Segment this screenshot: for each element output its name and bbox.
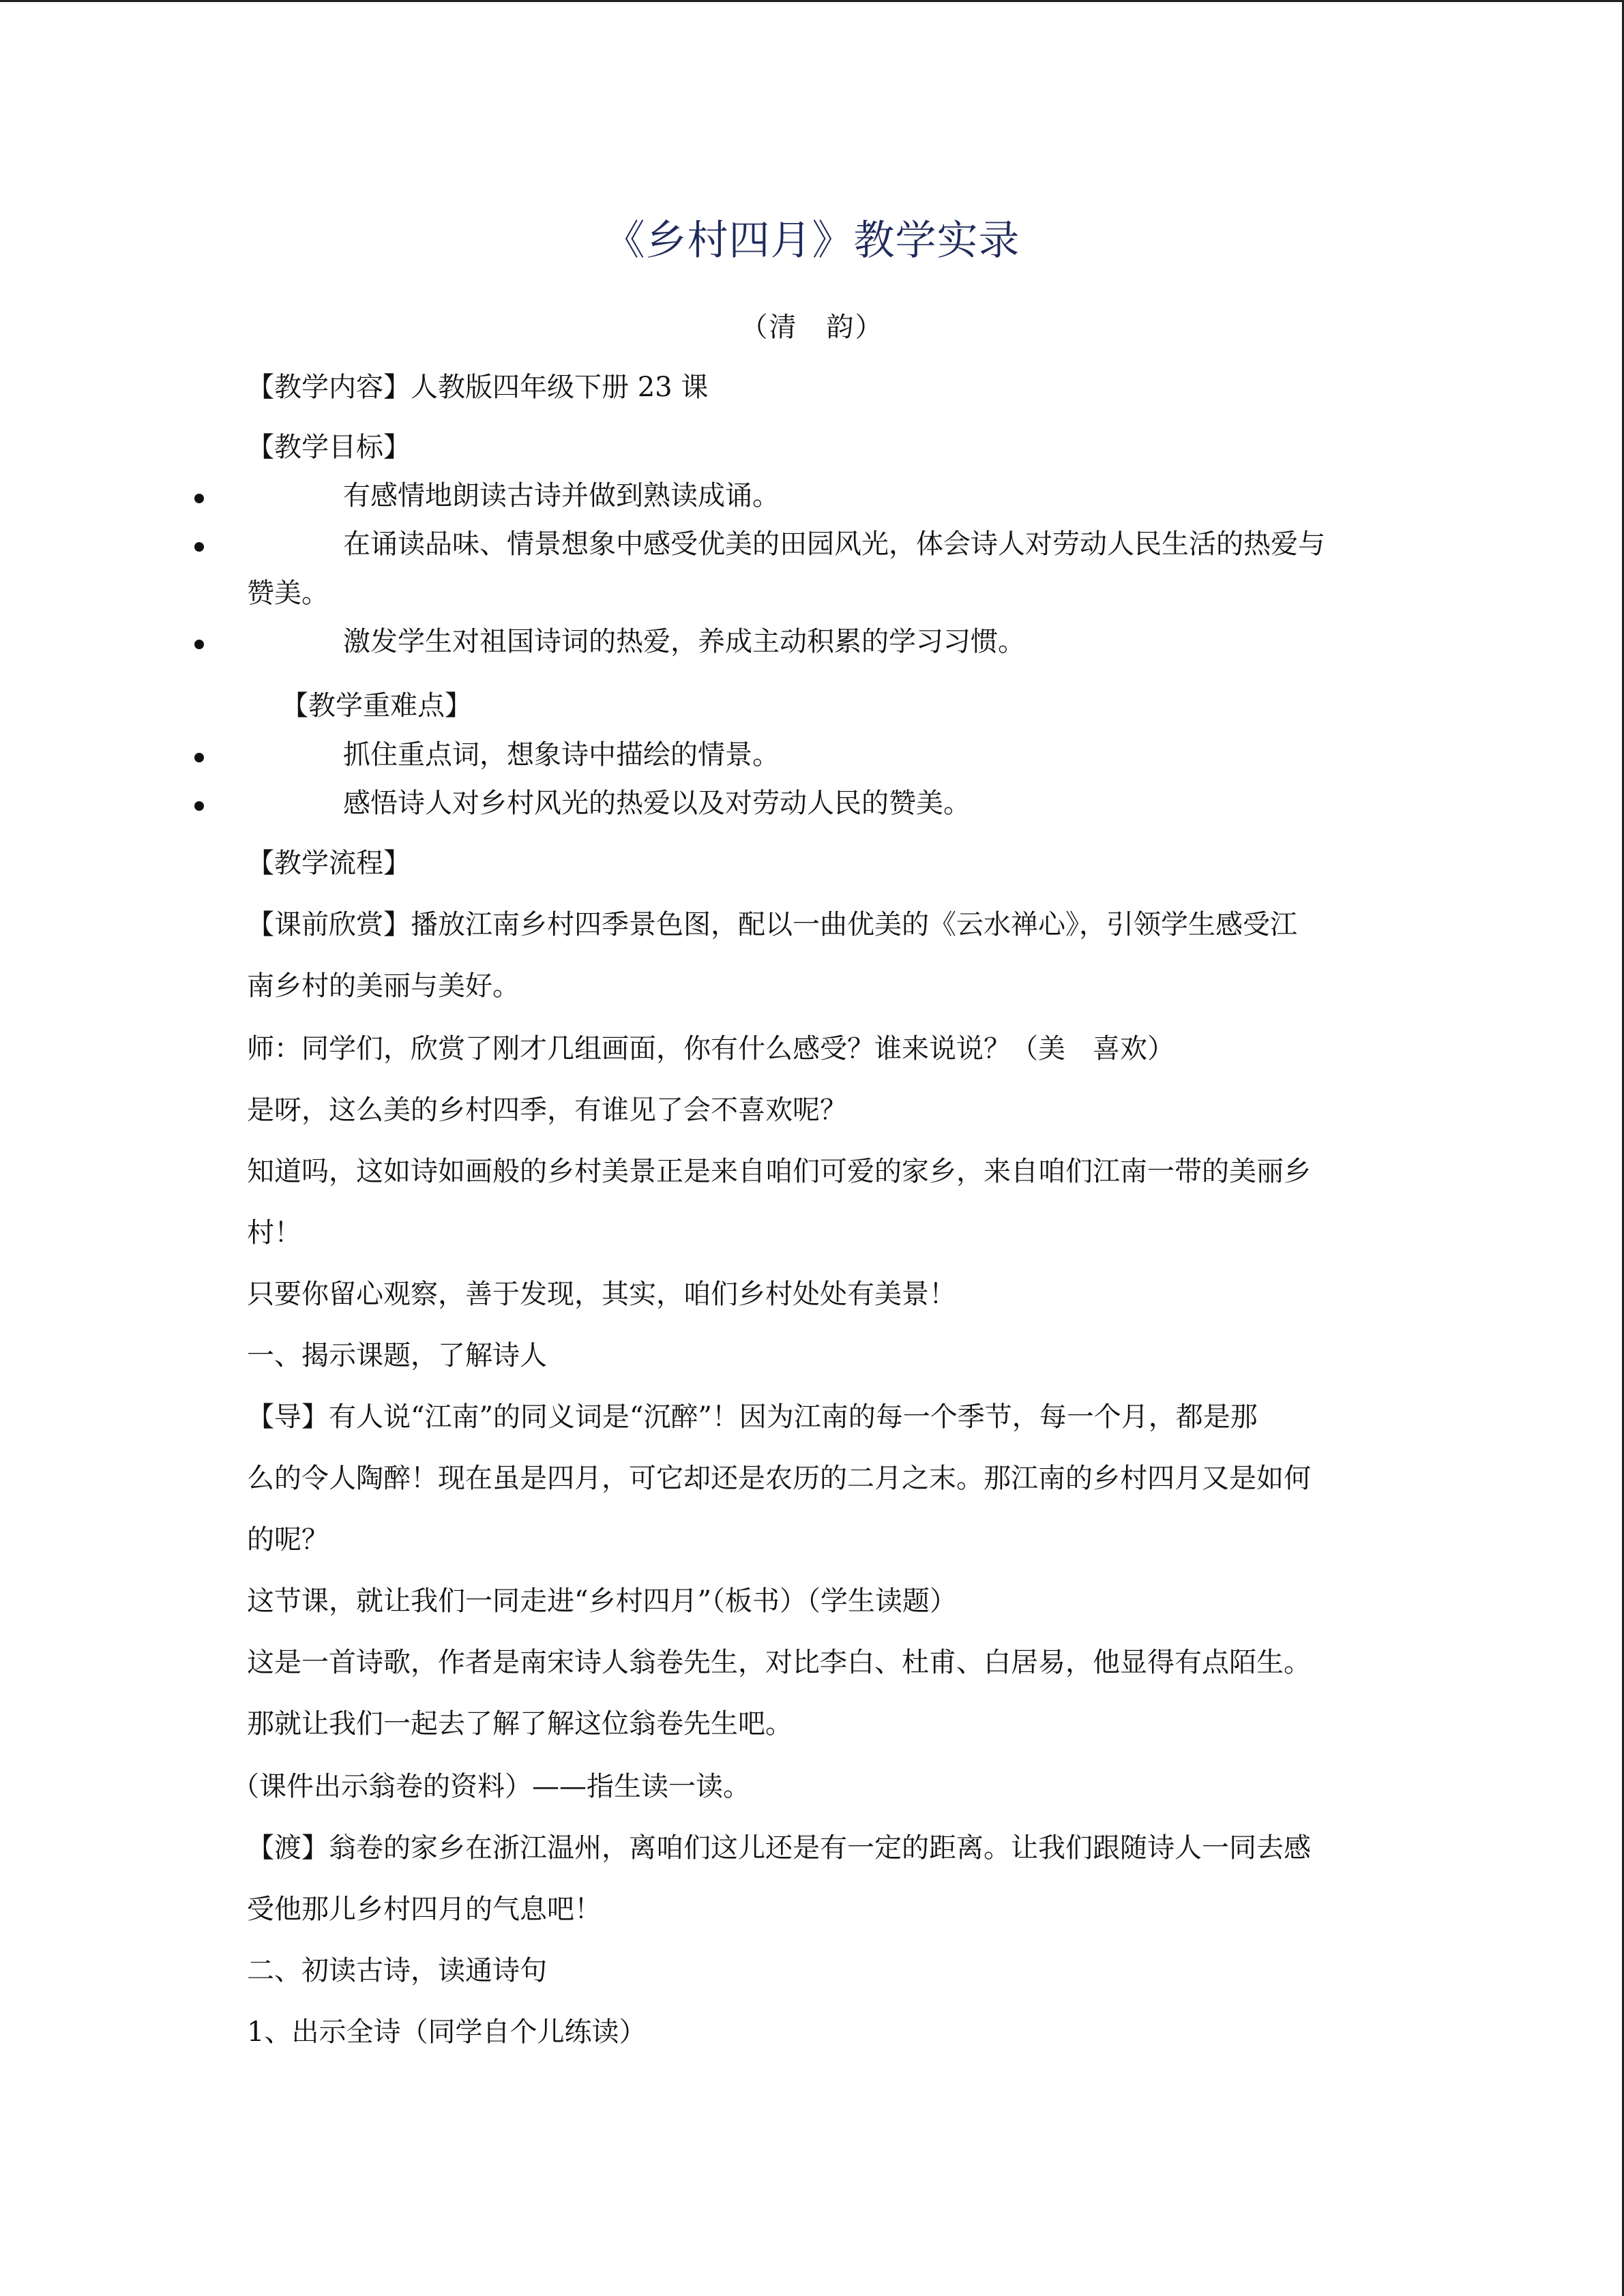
section-heading: 二、初读古诗，读通诗句 (247, 1955, 547, 1986)
body-line: 【课前欣赏】播放江南乡村四季景色图，配以一曲优美的《云水禅心》，引领学生感受江 (247, 909, 1297, 940)
section-heading: 一、揭示课题，了解诗人 (247, 1340, 547, 1371)
body-line: （课件出示翁卷的资料）——指生读一读。 (232, 1771, 750, 1802)
flow-heading: 【教学流程】 (247, 848, 411, 879)
body-line: 南乡村的美丽与美好。 (247, 970, 520, 1002)
body-line: 知道吗，这如诗如画般的乡村美景正是来自咱们可爱的家乡，来自咱们江南一带的美丽乡 (247, 1156, 1311, 1187)
document-author: （清 韵） (740, 312, 884, 343)
goal-item: 有感情地朗读古诗并做到熟读成诵。 (343, 480, 780, 511)
goals-heading: 【教学目标】 (247, 432, 411, 463)
document-title: 《乡村四月》教学实录 (604, 217, 1020, 265)
goal-item: 激发学生对祖国诗词的热爱，养成主动积累的学习习惯。 (343, 626, 1025, 657)
body-line: 这是一首诗歌，作者是南宋诗人翁卷先生，对比李白、杜甫、白居易，他显得有点陌生。 (247, 1647, 1311, 1678)
body-line: 这节课，就让我们一同走进“乡村四月”（板书）（学生读题） (247, 1585, 957, 1617)
bullet-dot (194, 542, 204, 552)
body-line: 【渡】翁卷的家乡在浙江温州，离咱们这儿还是有一定的距离。让我们跟随诗人一同去感 (247, 1832, 1311, 1864)
body-line: 1、出示全诗（同学自个儿练读） (247, 2016, 647, 2048)
keypoints-heading: 【教学重难点】 (281, 690, 472, 721)
body-line: 【导】有人说“江南”的同义词是“沉醉”！因为江南的每一个季节，每一个月，都是那 (247, 1401, 1258, 1433)
bullet-dot (194, 753, 204, 762)
bullet-dot (194, 801, 204, 811)
bullet-dot (194, 494, 204, 503)
keypoint-item: 感悟诗人对乡村风光的热爱以及对劳动人民的赞美。 (343, 788, 971, 819)
body-line: 那就让我们一起去了解了解这位翁卷先生吧。 (247, 1708, 793, 1740)
body-line: 村！ (247, 1217, 301, 1249)
body-line: 的呢？ (247, 1524, 329, 1555)
teaching-content: 【教学内容】人教版四年级下册 23 课 (247, 372, 709, 403)
bullet-dot (194, 640, 204, 649)
body-line: 只要你留心观察，善于发现，其实，咱们乡村处处有美景！ (247, 1279, 956, 1310)
goal-item-continuation: 赞美。 (247, 578, 329, 609)
body-line: 受他那儿乡村四月的气息吧！ (247, 1894, 602, 1925)
keypoint-item: 抓住重点词，想象诗中描绘的情景。 (343, 739, 780, 771)
body-line: 是呀，这么美的乡村四季，有谁见了会不喜欢呢？ (247, 1094, 847, 1126)
body-line: 么的令人陶醉！现在虽是四月，可它却还是农历的二月之末。那江南的乡村四月又是如何 (247, 1463, 1311, 1494)
goal-item: 在诵读品味、情景想象中感受优美的田园风光，体会诗人对劳动人民生活的热爱与 (343, 528, 1325, 560)
body-line: 师：同学们，欣赏了刚才几组画面，你有什么感受？谁来说说？（美 喜欢） (247, 1033, 1175, 1064)
